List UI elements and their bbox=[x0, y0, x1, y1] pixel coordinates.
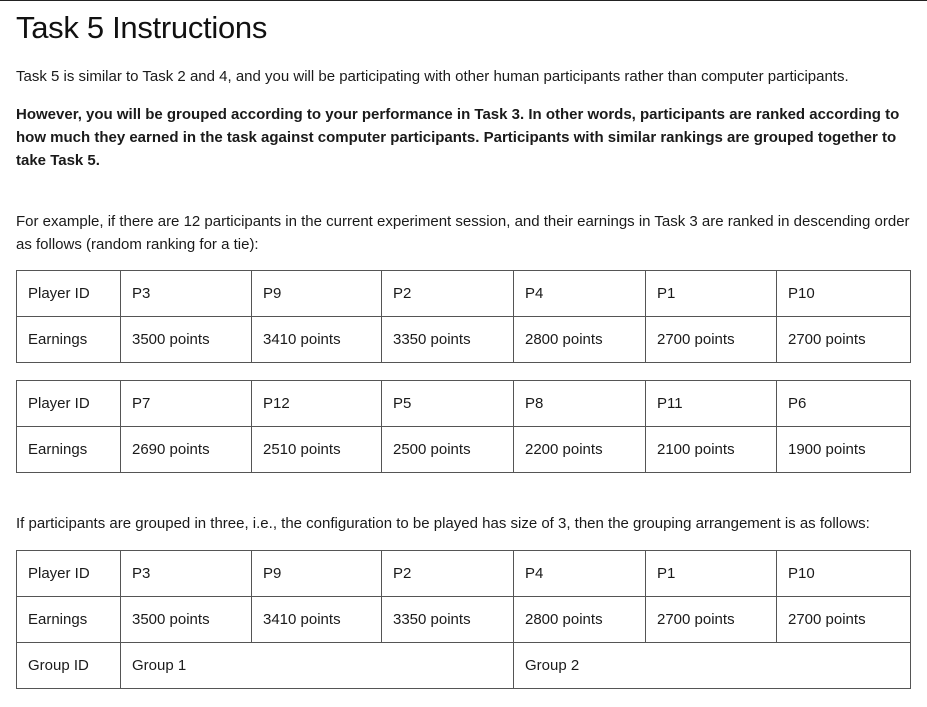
player-id-cell: P1 bbox=[646, 271, 777, 317]
row-label: Player ID bbox=[17, 271, 121, 317]
table-row bbox=[17, 381, 911, 427]
row-label: Player ID bbox=[17, 381, 121, 427]
grouping-table bbox=[16, 550, 911, 689]
earnings-cell: 3410 points bbox=[252, 317, 382, 363]
group-cell: Group 1 bbox=[121, 643, 514, 689]
earnings-cell: 2700 points bbox=[777, 317, 911, 363]
earnings-cell: 2500 points bbox=[382, 427, 514, 473]
player-id-cell: P5 bbox=[382, 381, 514, 427]
earnings-cell: 2690 points bbox=[121, 427, 252, 473]
earnings-cell: 3410 points bbox=[252, 597, 382, 643]
player-id-cell: P3 bbox=[121, 551, 252, 597]
row-label: Player ID bbox=[17, 551, 121, 597]
table-row bbox=[17, 643, 911, 689]
row-label: Earnings bbox=[17, 597, 121, 643]
player-id-cell: P9 bbox=[252, 271, 382, 317]
player-id-cell: P6 bbox=[777, 381, 911, 427]
table-row bbox=[17, 317, 911, 363]
page-title: Task 5 Instructions bbox=[16, 10, 268, 45]
player-id-cell: P9 bbox=[252, 551, 382, 597]
player-id-cell: P2 bbox=[382, 551, 514, 597]
earnings-cell: 3350 points bbox=[382, 597, 514, 643]
row-label: Group ID bbox=[17, 643, 121, 689]
player-id-cell: P12 bbox=[252, 381, 382, 427]
player-id-cell: P10 bbox=[777, 551, 911, 597]
top-border bbox=[0, 0, 927, 1]
table-row bbox=[17, 597, 911, 643]
table-row bbox=[17, 551, 911, 597]
player-id-cell: P10 bbox=[777, 271, 911, 317]
earnings-cell: 1900 points bbox=[777, 427, 911, 473]
earnings-cell: 2700 points bbox=[646, 317, 777, 363]
player-id-cell: P4 bbox=[514, 271, 646, 317]
earnings-cell: 2200 points bbox=[514, 427, 646, 473]
table-row bbox=[17, 427, 911, 473]
row-label: Earnings bbox=[17, 317, 121, 363]
earnings-cell: 3350 points bbox=[382, 317, 514, 363]
earnings-cell: 2510 points bbox=[252, 427, 382, 473]
earnings-cell: 3500 points bbox=[121, 317, 252, 363]
row-label: Earnings bbox=[17, 427, 121, 473]
earnings-cell: 2700 points bbox=[646, 597, 777, 643]
earnings-cell: 2800 points bbox=[514, 317, 646, 363]
player-id-cell: P7 bbox=[121, 381, 252, 427]
earnings-cell: 2100 points bbox=[646, 427, 777, 473]
earnings-cell: 2700 points bbox=[777, 597, 911, 643]
table-row bbox=[17, 271, 911, 317]
player-id-cell: P2 bbox=[382, 271, 514, 317]
earnings-table-2 bbox=[16, 380, 911, 473]
player-id-cell: P3 bbox=[121, 271, 252, 317]
example-paragraph: For example, if there are 12 participants in the current experiment session, and their earnings in Task 3 are ranked in descending order as follows (random ranking for a tie): bbox=[16, 213, 910, 253]
group-cell: Group 2 bbox=[514, 643, 911, 689]
earnings-cell: 2800 points bbox=[514, 597, 646, 643]
earnings-table-1 bbox=[16, 270, 911, 363]
grouping-paragraph: If participants are grouped in three, i.e., the configuration to be played has size of 3, then the grouping arrangement is as follows: bbox=[16, 515, 870, 532]
player-id-cell: P4 bbox=[514, 551, 646, 597]
earnings-cell: 3500 points bbox=[121, 597, 252, 643]
player-id-cell: P1 bbox=[646, 551, 777, 597]
grouping-note-paragraph: However, you will be grouped according to your performance in Task 3. In other words, participants are ranked according to how much they earned in the task against computer participants. Participants with similar rankings are grouped together to take Task 5. bbox=[16, 106, 900, 169]
intro-paragraph: Task 5 is similar to Task 2 and 4, and you will be participating with other human participants rather than computer participants. bbox=[16, 68, 849, 85]
player-id-cell: P11 bbox=[646, 381, 777, 427]
player-id-cell: P8 bbox=[514, 381, 646, 427]
